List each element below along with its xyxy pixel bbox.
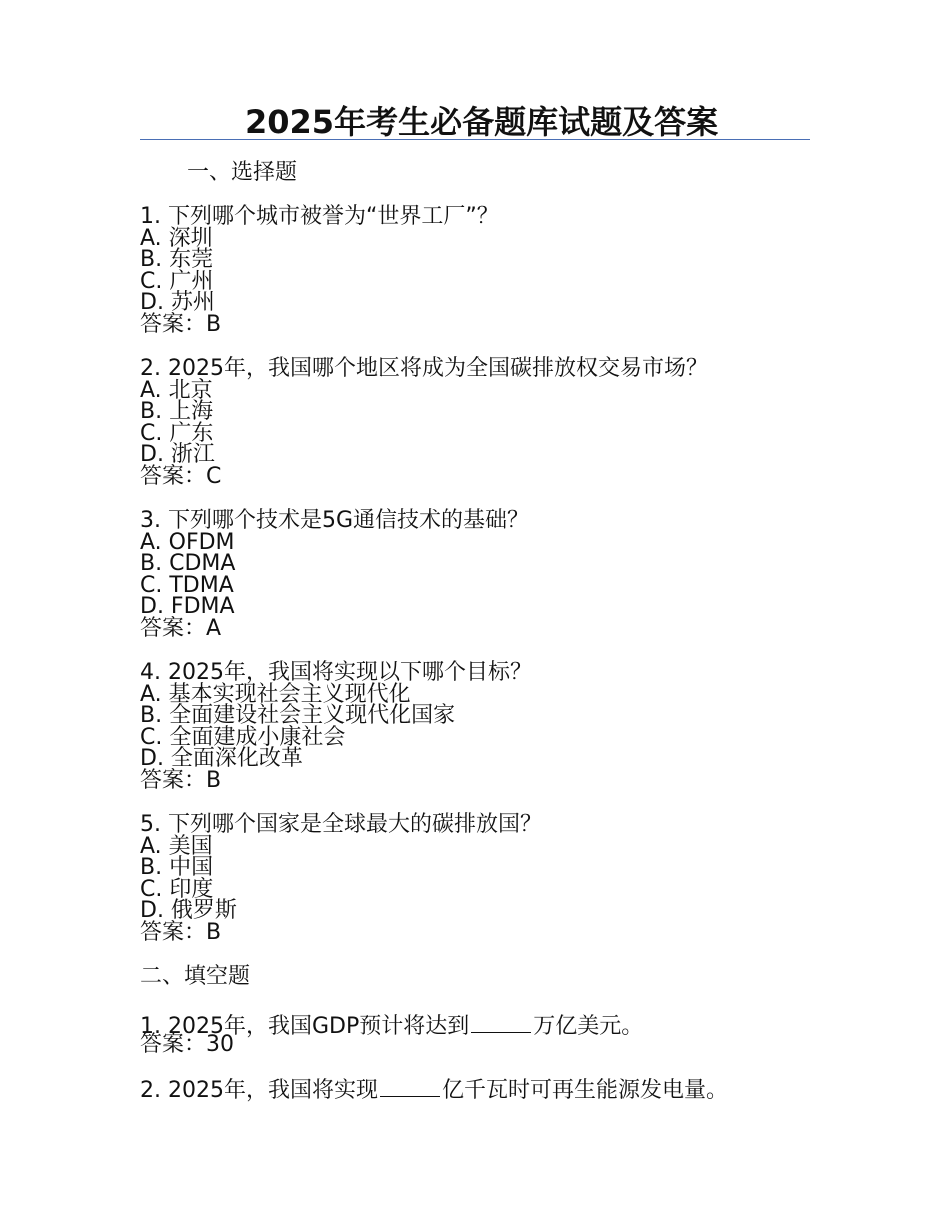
answer: 答案：B xyxy=(140,767,222,793)
option-a: A. 美国 xyxy=(140,833,213,859)
question-text-after: 万亿美元。 xyxy=(533,1014,644,1039)
option-b: B. 中国 xyxy=(140,855,214,881)
blank-line xyxy=(380,1076,440,1097)
option-d: D. 全面深化改革 xyxy=(140,746,303,772)
option-d: D. 俄罗斯 xyxy=(140,898,237,924)
section-heading-choice: 一、选择题 xyxy=(187,160,298,185)
answer: 答案：C xyxy=(140,463,222,489)
option-c: C. TDMA xyxy=(140,572,234,598)
option-a: A. 深圳 xyxy=(140,225,213,251)
question-text-before: 2. 2025年，我国将实现 xyxy=(140,1078,378,1103)
title-underline xyxy=(140,139,810,140)
choice-question-3 xyxy=(140,510,529,640)
question-text xyxy=(140,1012,644,1039)
option-c: C. 印度 xyxy=(140,876,214,902)
blank-line xyxy=(471,1012,531,1033)
option-c: C. 广州 xyxy=(140,268,214,294)
option-b: B. 东莞 xyxy=(140,247,214,273)
option-d: D. 苏州 xyxy=(140,290,215,316)
answer: 答案：30 xyxy=(140,1031,234,1057)
question-text: 4. 2025年，我国将实现以下哪个目标？ xyxy=(140,660,532,685)
section-heading-fill-blank: 二、填空题 xyxy=(140,964,251,989)
option-a: A. 北京 xyxy=(140,377,213,403)
answer: 答案：B xyxy=(140,919,222,945)
question-text: 1. 下列哪个城市被誉为“世界工厂”？ xyxy=(140,204,499,229)
option-b: B. CDMA xyxy=(140,551,236,577)
choice-question-2 xyxy=(140,358,708,488)
option-d: D. FDMA xyxy=(140,594,235,620)
answer: 答案：A xyxy=(140,615,222,641)
option-a: A. OFDM xyxy=(140,529,235,555)
option-c: C. 广东 xyxy=(140,420,214,446)
option-a: A. 基本实现社会主义现代化 xyxy=(140,681,411,707)
choice-question-4 xyxy=(140,662,532,792)
fill-question-2 xyxy=(140,1076,728,1103)
fill-question-1 xyxy=(140,1012,643,1055)
answer: 答案：B xyxy=(140,311,222,337)
choice-question-1 xyxy=(140,206,499,336)
question-text: 2. 2025年，我国哪个地区将成为全国碳排放权交易市场？ xyxy=(140,356,708,381)
option-d: D. 浙江 xyxy=(140,442,215,468)
document-title: 2025年考生必备题库试题及答案 xyxy=(245,103,719,141)
option-b: B. 上海 xyxy=(140,399,214,425)
choice-question-5 xyxy=(140,814,542,944)
question-text-before: 1. 2025年，我国GDP预计将达到 xyxy=(140,1014,470,1039)
question-text-after: 亿千瓦时可再生能源发电量。 xyxy=(441,1078,728,1103)
question-text xyxy=(140,1076,728,1103)
question-text: 3. 下列哪个技术是5G通信技术的基础？ xyxy=(140,508,530,533)
question-text: 5. 下列哪个国家是全球最大的碳排放国？ xyxy=(140,812,542,837)
option-c: C. 全面建成小康社会 xyxy=(140,724,346,750)
option-b: B. 全面建设社会主义现代化国家 xyxy=(140,703,456,729)
